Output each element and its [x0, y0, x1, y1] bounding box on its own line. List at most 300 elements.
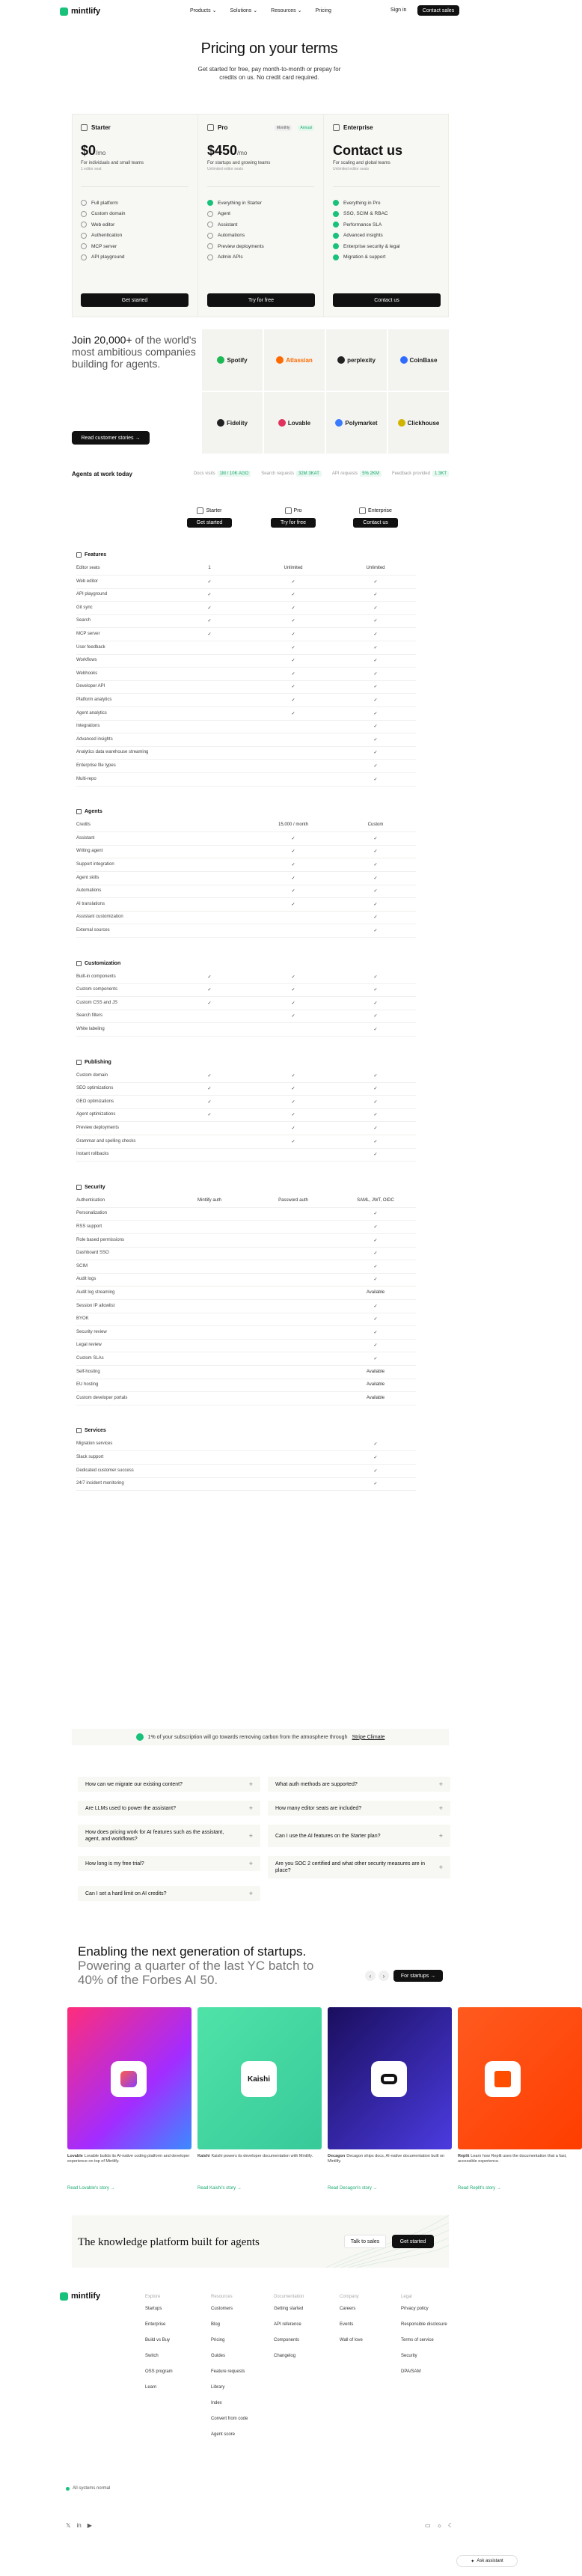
plan-feature: API playground — [81, 252, 189, 263]
feature-label: Advanced insights — [76, 736, 113, 742]
section-customization: Customization — [76, 961, 120, 966]
footer-link[interactable]: Agent score — [211, 2432, 236, 2437]
check-circle-icon — [81, 254, 87, 260]
agents-stat: Feedback provided 1 3KT — [392, 471, 449, 477]
feature-cell: ✓ — [291, 849, 295, 855]
feature-cell: ✓ — [373, 1126, 378, 1131]
plan-feature: Everything in Starter — [207, 198, 314, 209]
compare-cta-pro[interactable]: Try for free — [271, 518, 316, 528]
feature-cell: ✓ — [373, 737, 378, 742]
feature-cell: ✓ — [373, 915, 378, 921]
row-divider — [76, 1299, 416, 1300]
compare-row — [76, 736, 416, 742]
billing-annual-toggle[interactable]: Annual — [298, 125, 314, 131]
customer-logo-atlassian: Atlassian — [264, 329, 325, 391]
footer-link[interactable]: API reference — [274, 2322, 301, 2327]
compare-row — [76, 1481, 416, 1487]
atlassian-icon — [276, 356, 284, 364]
plan-price: $0/mo — [81, 143, 106, 158]
check-circle-icon — [81, 222, 87, 228]
x-icon[interactable]: 𝕏 — [66, 2522, 71, 2529]
feature-cell: ✓ — [373, 1028, 378, 1032]
startup-card-text: Replit Learn how Replit uses the documentation that a fast, accessible experience. — [458, 2154, 567, 2164]
faq-item[interactable]: How can we migrate our existing content? + — [78, 1777, 260, 1792]
feature-label: Writing agent — [76, 849, 103, 854]
compare-row — [76, 1395, 416, 1400]
feature-cell: ✓ — [373, 1442, 378, 1447]
feature-cell: ✓ — [373, 974, 378, 980]
footer-link[interactable]: Enterprise — [145, 2322, 166, 2327]
feature-label: External sources — [76, 928, 110, 933]
feature-label: EU hosting — [76, 1382, 99, 1388]
moon-icon[interactable]: ☾ — [447, 2522, 454, 2529]
footer-link[interactable]: Blog — [211, 2322, 221, 2327]
feature-cell: Available — [366, 1290, 385, 1295]
feature-cell: ✓ — [373, 593, 378, 598]
plan-cta-starter[interactable]: Get started — [81, 293, 189, 307]
compare-row — [76, 1382, 416, 1388]
feature-cell: ✓ — [207, 1087, 212, 1092]
section-security: Security — [76, 1185, 105, 1190]
startup-card-image-decagon[interactable] — [328, 2007, 452, 2149]
nav-item-products[interactable]: Products ⌄ — [190, 7, 217, 13]
feature-cell: ✓ — [373, 645, 378, 650]
feature-label: Dedicated customer success — [76, 1468, 134, 1473]
plan-feature: SSO, SCIM & RBAC — [333, 209, 440, 220]
plan-header — [81, 124, 189, 131]
chevron-right-icon: › — [382, 1972, 385, 1980]
footer-link[interactable]: Wall of love — [340, 2338, 363, 2342]
row-divider — [76, 1450, 416, 1451]
row-divider — [76, 759, 416, 760]
feature-cell: 1 — [208, 566, 211, 570]
feature-label: Dashboard SSO — [76, 1251, 109, 1256]
section-publishing: Publishing — [76, 1060, 111, 1065]
plan-description: For scaling and global teams — [333, 161, 390, 165]
compare-row — [76, 1263, 416, 1269]
footer-link[interactable]: Customers — [211, 2307, 233, 2311]
feature-label: Custom domain — [76, 1072, 108, 1078]
row-divider — [76, 1247, 416, 1248]
nav-item-solutions[interactable]: Solutions ⌄ — [230, 7, 258, 13]
feature-label: Security review — [76, 1329, 107, 1334]
plan-name: Enterprise — [343, 124, 373, 131]
compare-col-pro: Pro Try for free — [271, 507, 316, 528]
startup-card-image-lovable[interactable] — [67, 2007, 192, 2149]
footer-link[interactable]: Pricing — [211, 2338, 225, 2342]
plus-icon: + — [248, 1804, 253, 1812]
feature-cell: ✓ — [207, 1001, 212, 1006]
feature-cell: Custom — [367, 822, 384, 828]
feature-cell: ✓ — [291, 889, 295, 894]
footer-link[interactable]: Feature requests — [211, 2369, 245, 2374]
check-circle-icon — [81, 211, 87, 217]
feature-label: Self-hosting — [76, 1369, 100, 1374]
compare-row — [76, 1099, 416, 1105]
feature-cell: ✓ — [291, 632, 295, 637]
feature-cell: Unlimited — [366, 566, 385, 570]
footer-link[interactable]: Events — [340, 2322, 354, 2327]
customer-logo-grid — [202, 329, 449, 454]
plan-price: $450/mo — [207, 143, 248, 158]
chevron-down-icon: ⌄ — [212, 8, 217, 13]
nav-item-resources[interactable]: Resources ⌄ — [271, 7, 302, 13]
feature-cell: ✓ — [207, 619, 212, 624]
social-links — [66, 2522, 92, 2529]
feature-cell: Mintlify auth — [197, 1197, 221, 1203]
plan-feature: MCP server — [81, 241, 189, 252]
startup-card-text: Kaishi Kaishi powers its developer documentation with Mintlify. — [197, 2154, 313, 2158]
feature-label: Assistant customization — [76, 915, 123, 920]
feature-cell: ✓ — [373, 1225, 378, 1230]
plan-feature: Advanced insights — [333, 231, 440, 242]
hero-subtitle-1: Get started for free, pay month-to-month or prepay for — [197, 66, 341, 73]
footer-link[interactable]: Build vs Buy — [145, 2338, 171, 2342]
compare-row — [76, 1224, 416, 1230]
plan-icon — [207, 124, 214, 131]
feature-label: Search filters — [76, 1013, 103, 1019]
row-divider — [76, 1108, 416, 1109]
startup-card-image-replit[interactable] — [458, 2007, 582, 2149]
startup-story-link[interactable]: Read Lovable's story → — [67, 2186, 115, 2191]
footer-link[interactable]: Library — [211, 2385, 225, 2390]
feature-label: Instant rollbacks — [76, 1152, 109, 1157]
compare-row — [76, 1237, 416, 1243]
plus-icon: + — [438, 1804, 443, 1812]
brand-logo[interactable]: mintlify — [60, 7, 100, 16]
feature-label: Platform analytics — [76, 698, 112, 702]
talk-to-sales-button[interactable]: Talk to sales — [344, 2235, 386, 2248]
feature-label: Custom SLAs — [76, 1356, 104, 1361]
feature-cell: ✓ — [373, 1139, 378, 1144]
feature-cell: ✓ — [373, 698, 378, 703]
feature-label: Enterprise file types — [76, 763, 116, 768]
linkedin-icon[interactable]: in — [76, 2522, 82, 2529]
feature-label: Custom components — [76, 987, 118, 992]
plan-feature-list — [81, 186, 189, 263]
footer-link[interactable]: Convert from code — [211, 2417, 248, 2421]
plan-feature: Assistant — [207, 219, 314, 231]
compare-row — [76, 1197, 416, 1203]
compare-cta-starter[interactable]: Get started — [187, 518, 232, 528]
feature-label: Custom developer portals — [76, 1395, 128, 1400]
faq-item[interactable]: How does pricing work for AI features such as the assistant, agent, and workflows? + — [78, 1825, 260, 1847]
compare-row — [76, 1316, 416, 1322]
plan-feature: Web editor — [81, 219, 189, 231]
plus-icon: + — [438, 1832, 443, 1840]
section-icon — [76, 552, 82, 558]
row-divider — [76, 786, 416, 787]
feature-cell: ✓ — [373, 1238, 378, 1243]
feature-cell: ✓ — [291, 671, 295, 677]
contact-sales-button[interactable]: Contact sales — [417, 5, 459, 16]
feature-label: White labeling — [76, 1027, 105, 1031]
startups-title: Enabling the next generation of startups. — [78, 1944, 307, 1959]
feature-label: AI translations — [76, 901, 105, 906]
feature-cell: ✓ — [373, 764, 378, 769]
lovable-logo-icon — [111, 2061, 147, 2097]
plus-icon: + — [248, 1890, 253, 1897]
row-divider — [76, 720, 416, 721]
check-circle-icon — [207, 211, 213, 217]
feature-cell: ✓ — [373, 1001, 378, 1006]
row-divider — [76, 1095, 416, 1096]
feature-label: Audit log streaming — [76, 1290, 115, 1295]
footer-link[interactable]: OSS program — [145, 2369, 173, 2374]
feature-cell: ✓ — [373, 619, 378, 624]
plus-icon: + — [438, 1864, 443, 1871]
feature-label: GEO optimizations — [76, 1099, 114, 1104]
row-divider — [76, 1082, 416, 1083]
row-divider — [76, 1339, 416, 1340]
youtube-icon[interactable]: ▶ — [87, 2522, 92, 2529]
feature-cell: ✓ — [373, 1304, 378, 1309]
plan-icon — [81, 124, 88, 131]
carousel-next-button[interactable] — [379, 1971, 389, 1981]
startup-story-link[interactable]: Read Decagon's story → — [328, 2186, 378, 2191]
check-circle-icon — [333, 243, 339, 249]
feature-cell: ✓ — [291, 876, 295, 881]
startup-story-link[interactable]: Read Kaishi's story → — [197, 2186, 242, 2191]
replit-logo-icon — [485, 2061, 521, 2097]
row-divider — [76, 1036, 416, 1037]
feature-label: Custom CSS and JS — [76, 1000, 118, 1005]
section-icon — [76, 961, 82, 966]
feature-cell: ✓ — [291, 579, 295, 585]
chevron-down-icon: ⌄ — [297, 8, 302, 13]
row-divider — [76, 1207, 416, 1208]
plan-price: Contact us — [333, 143, 403, 158]
startup-card-image-kaishi[interactable] — [197, 2007, 322, 2149]
feature-cell: ✓ — [207, 1113, 212, 1118]
compare-row — [76, 671, 416, 677]
feature-cell: ✓ — [291, 605, 295, 611]
plan-cta-pro[interactable]: Try for free — [207, 293, 315, 307]
footer-link[interactable]: DPA/SAM — [401, 2369, 421, 2374]
faq-item[interactable]: How long is my free trial? + — [78, 1856, 260, 1871]
feature-label: 24/7 incident monitoring — [76, 1481, 124, 1486]
plan-seat-note: Unlimited editor seats — [333, 167, 370, 171]
compare-row — [76, 1290, 416, 1295]
plan-name: Starter — [91, 124, 111, 131]
check-circle-icon — [81, 233, 87, 239]
feature-label: BYOK — [76, 1316, 89, 1322]
compare-row — [76, 1086, 416, 1092]
mintlify-logo-icon — [60, 7, 68, 16]
feature-cell: ✓ — [207, 605, 212, 611]
feature-label: User feedback — [76, 644, 105, 650]
feature-cell: ✓ — [373, 1278, 378, 1283]
footer-logo[interactable]: mintlify — [60, 2292, 100, 2301]
plan-cta-enterprise[interactable]: Contact us — [333, 293, 441, 307]
compare-row — [76, 592, 416, 598]
nav-item-pricing[interactable]: Pricing — [315, 7, 331, 13]
row-divider — [76, 1148, 416, 1149]
chevron-down-icon: ⌄ — [253, 8, 258, 13]
faq-item[interactable]: Can I use the AI features on the Starter plan? + — [268, 1825, 450, 1847]
startup-card-text: Decagon Decagon ships docs, AI-native documentation built on Mintlify. — [328, 2154, 445, 2164]
perplexity-icon — [337, 356, 345, 364]
plan-feature: Custom domain — [81, 209, 189, 220]
feature-label: MCP server — [76, 632, 100, 636]
faq-item[interactable]: Are you SOC 2 certified and what other security measures are in place? + — [268, 1856, 450, 1878]
feature-cell: ✓ — [207, 1099, 212, 1105]
plan-description: For startups and growing teams — [207, 161, 271, 165]
compare-row — [76, 1329, 416, 1335]
row-divider — [76, 680, 416, 681]
plan-feature: Migration & support — [333, 252, 440, 263]
feature-cell: Password auth — [278, 1197, 308, 1203]
faq-item[interactable]: What auth methods are supported? + — [268, 1777, 450, 1792]
coinbase-icon — [400, 356, 408, 364]
plan-feature: Full platform — [81, 198, 189, 209]
row-divider — [76, 871, 416, 872]
row-divider — [76, 996, 416, 997]
status-dot-icon — [66, 2487, 70, 2491]
footer-link[interactable]: Changelog — [274, 2354, 296, 2358]
feature-cell: ✓ — [373, 1330, 378, 1335]
feature-cell: ✓ — [207, 974, 212, 980]
feature-cell: ✓ — [373, 777, 378, 782]
plan-feature: Everything in Pro — [333, 198, 440, 209]
stripe-climate-link[interactable]: Stripe Climate — [352, 1734, 385, 1740]
check-circle-icon — [207, 254, 213, 260]
feature-cell: ✓ — [291, 1099, 295, 1105]
compare-row — [76, 888, 416, 894]
compare-row — [76, 1027, 416, 1032]
compare-cta-enterprise[interactable]: Contact us — [353, 518, 398, 528]
footer-link[interactable]: Startups — [145, 2307, 162, 2311]
plus-icon: + — [248, 1780, 253, 1788]
get-started-button[interactable]: Get started — [392, 2235, 434, 2248]
feature-cell: ✓ — [373, 836, 378, 841]
footer-link[interactable]: Security — [401, 2354, 417, 2358]
compare-row — [76, 566, 416, 570]
customer-logo-polymarket: Polymarket — [326, 392, 387, 454]
row-divider — [76, 693, 416, 694]
compare-row — [76, 1356, 416, 1361]
feature-cell: 15,000 / month — [278, 822, 309, 828]
footer-link[interactable]: Responsible disclosure — [401, 2322, 447, 2327]
for-startups-button[interactable]: For startups → — [393, 1970, 443, 1982]
plan-seat-note: Unlimited editor seats — [207, 167, 244, 171]
compare-row — [76, 1138, 416, 1144]
plan-card-starter — [72, 114, 197, 317]
feature-cell: ✓ — [373, 1087, 378, 1092]
sun-icon[interactable]: ☼ — [436, 2522, 442, 2529]
compare-row — [76, 1013, 416, 1019]
feature-cell: ✓ — [373, 902, 378, 907]
feature-cell: Unlimited — [284, 566, 303, 570]
startup-story-link[interactable]: Read Replit's story → — [458, 2186, 501, 2191]
feature-cell: ✓ — [291, 1087, 295, 1092]
feature-cell: ✓ — [373, 1343, 378, 1349]
feature-cell: ✓ — [373, 1456, 378, 1460]
compare-row — [76, 835, 416, 841]
feature-cell: ✓ — [373, 685, 378, 690]
row-divider — [76, 911, 416, 912]
faq-item[interactable]: Can I set a hard limit on AI credits? + — [78, 1886, 260, 1901]
nav-menu — [190, 7, 331, 13]
feature-label: API playground — [76, 592, 108, 597]
feature-cell: ✓ — [291, 974, 295, 980]
row-divider — [76, 772, 416, 773]
plan-seat-note: 1 editor seat — [81, 167, 102, 171]
plan-feature-list — [333, 186, 440, 263]
footer-link[interactable]: Terms of service — [401, 2338, 434, 2342]
feature-label: Grammar and spelling checks — [76, 1138, 136, 1144]
feature-label: Agent skills — [76, 875, 99, 880]
check-circle-icon — [333, 211, 339, 217]
feature-cell: ✓ — [291, 711, 295, 716]
row-divider — [76, 937, 416, 938]
sign-in-link[interactable]: Sign in — [390, 7, 407, 13]
system-status[interactable]: All systems normal — [66, 2486, 110, 2491]
sparkle-icon: ✦ — [471, 2559, 475, 2564]
feature-cell: ✓ — [373, 605, 378, 611]
feature-cell: ✓ — [291, 988, 295, 993]
feature-cell: ✓ — [373, 1482, 378, 1487]
feature-label: Web editor — [76, 579, 98, 584]
footer-link[interactable]: Learn — [145, 2385, 157, 2390]
feature-label: SEO optimizations — [76, 1086, 114, 1091]
footer-link[interactable]: Getting started — [274, 2307, 304, 2311]
footer-link[interactable]: Index — [211, 2401, 222, 2405]
footer-col-company: Company Careers Events Wall of love — [340, 2295, 393, 2354]
feature-label: Workflows — [76, 658, 97, 663]
footer-link[interactable]: Privacy policy — [401, 2307, 429, 2311]
carousel-prev-button[interactable] — [365, 1971, 376, 1981]
feature-label: Legal review — [76, 1343, 102, 1348]
faq-item[interactable]: Are LLMs used to power the assistant? + — [78, 1801, 260, 1816]
compare-row — [76, 1441, 416, 1447]
footer-link[interactable]: Careers — [340, 2307, 356, 2311]
feature-cell: ✓ — [373, 1212, 378, 1217]
compare-row — [76, 1455, 416, 1460]
compare-col-starter: Starter Get started — [187, 507, 232, 528]
feature-cell: ✓ — [291, 1014, 295, 1019]
compare-row — [76, 579, 416, 585]
feature-label: Developer API — [76, 684, 105, 689]
feature-cell: ✓ — [291, 698, 295, 703]
theme-switcher — [425, 2522, 453, 2529]
feature-cell: ✓ — [207, 988, 212, 993]
feature-label: RSS support — [76, 1224, 102, 1229]
monitor-icon[interactable]: ▭ — [425, 2522, 431, 2529]
billing-monthly-toggle[interactable]: Monthly — [275, 125, 292, 131]
feature-label: Session IP allowlist — [76, 1303, 115, 1308]
feature-cell: ✓ — [373, 579, 378, 585]
feature-cell: SAML, JWT, OIDC — [357, 1197, 394, 1203]
footer-link[interactable]: Components — [274, 2338, 300, 2342]
feature-cell: ✓ — [373, 1264, 378, 1269]
read-customer-stories-button[interactable]: Read customer stories → — [72, 431, 150, 445]
agents-stats-title: Agents at work today — [72, 470, 132, 477]
cta-banner — [72, 2215, 449, 2268]
footer-link[interactable]: Switch — [145, 2354, 159, 2358]
feature-cell: ✓ — [373, 632, 378, 637]
check-circle-icon — [81, 243, 87, 249]
row-divider — [76, 831, 416, 832]
footer-link[interactable]: Guides — [211, 2354, 226, 2358]
feature-cell: ✓ — [207, 593, 212, 598]
row-divider — [76, 588, 416, 589]
ask-assistant-button[interactable]: ✦ Ask assistant — [456, 2555, 518, 2567]
faq-item[interactable]: How many editor seats are included? + — [268, 1801, 450, 1816]
fidelity-icon — [217, 419, 224, 427]
check-circle-icon — [207, 222, 213, 228]
agents-stat: Search requests 32M 3KAT — [261, 471, 322, 477]
